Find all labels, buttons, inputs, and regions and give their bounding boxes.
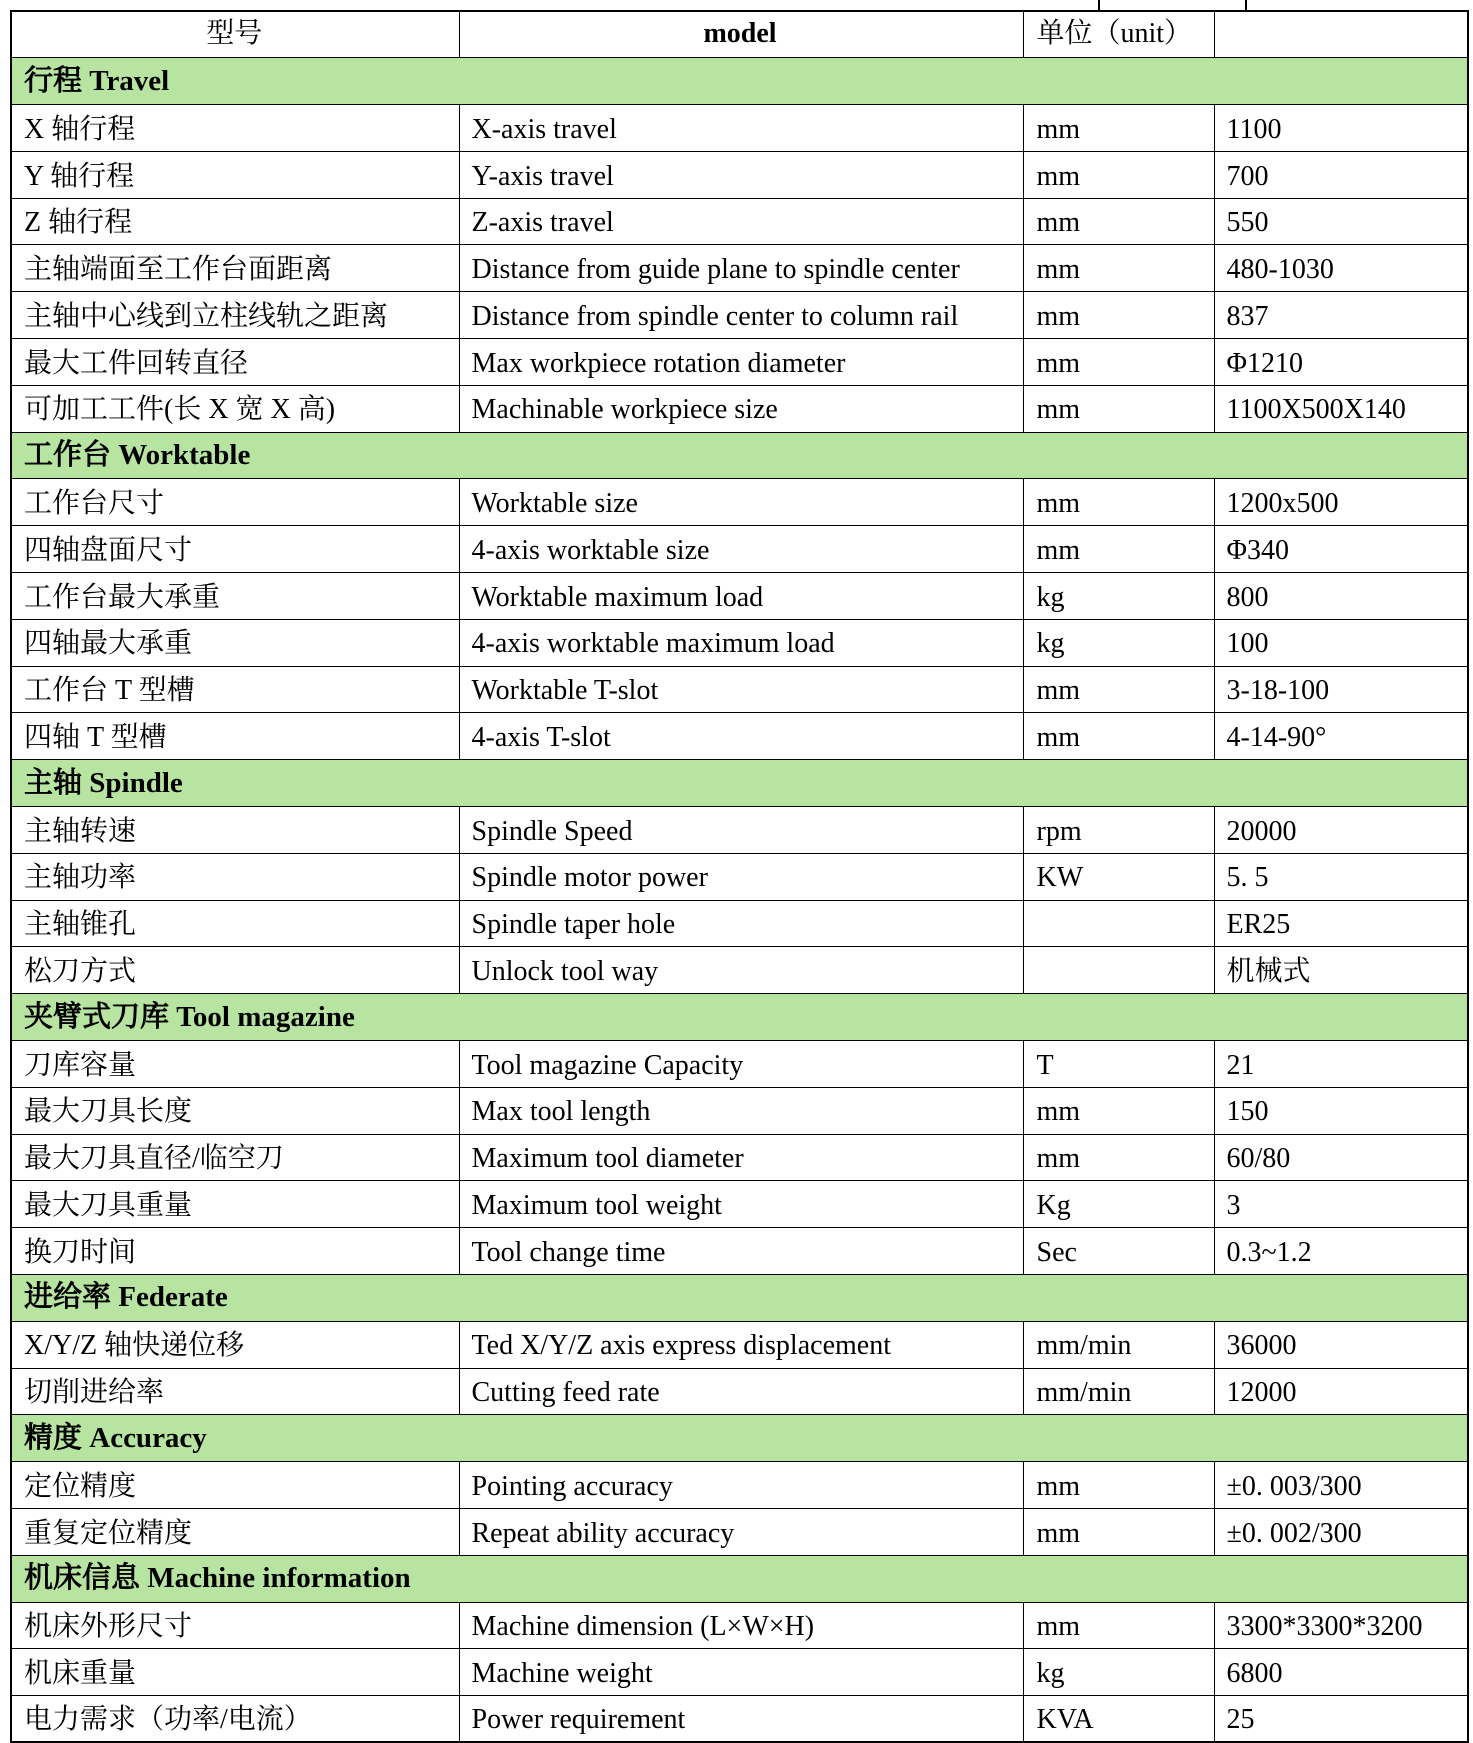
spec-unit-cell [1023, 947, 1214, 994]
spec-unit-cell: mm [1023, 526, 1214, 573]
spec-value-cell: 550 [1214, 198, 1468, 245]
spec-unit-cell: mm [1023, 666, 1214, 713]
spec-name-zh-cell: X 轴行程 [11, 105, 459, 152]
spec-row [11, 1602, 1468, 1649]
spec-unit-cell: kg [1023, 619, 1214, 666]
spec-row [11, 526, 1468, 573]
spec-row [11, 1228, 1468, 1275]
spec-row [11, 479, 1468, 526]
spec-value-cell: 0.3~1.2 [1214, 1228, 1468, 1275]
spec-value-cell: 20000 [1214, 807, 1468, 854]
spec-name-en-cell: Pointing accuracy [459, 1462, 1023, 1509]
spec-row [11, 339, 1468, 386]
section-title: 进给率 Federate [11, 1275, 1468, 1322]
spec-name-en-cell: 4-axis worktable maximum load [459, 619, 1023, 666]
spec-name-zh-cell: 最大刀具直径/临空刀 [11, 1134, 459, 1181]
spec-value-cell: 6800 [1214, 1649, 1468, 1696]
spec-name-en-cell: Unlock tool way [459, 947, 1023, 994]
spec-row [11, 807, 1468, 854]
spec-name-zh-cell: 四轴最大承重 [11, 619, 459, 666]
spec-table-wrapper [10, 10, 1467, 1743]
spec-row [11, 1368, 1468, 1415]
header-unit: 单位（unit） [1023, 11, 1214, 58]
spec-name-zh-cell: 工作台尺寸 [11, 479, 459, 526]
spec-name-en-cell: Distance from spindle center to column rail [459, 292, 1023, 339]
spec-name-en-cell: Power requirement [459, 1696, 1023, 1743]
header-model-zh: 型号 [11, 11, 459, 58]
spec-row [11, 619, 1468, 666]
spec-name-en-cell: Worktable maximum load [459, 573, 1023, 620]
cropped-row-line-stub [1098, 0, 1100, 10]
section-row [11, 1555, 1468, 1602]
spec-value-cell: Φ1210 [1214, 339, 1468, 386]
spec-name-zh-cell: 最大工件回转直径 [11, 339, 459, 386]
spec-name-en-cell: Max workpiece rotation diameter [459, 339, 1023, 386]
spec-value-cell: 480-1030 [1214, 245, 1468, 292]
spec-name-en-cell: Tool change time [459, 1228, 1023, 1275]
spec-unit-cell: mm [1023, 198, 1214, 245]
spec-unit-cell: Kg [1023, 1181, 1214, 1228]
spec-name-zh-cell: 主轴端面至工作台面距离 [11, 245, 459, 292]
spec-value-cell: ER25 [1214, 900, 1468, 947]
spec-value-cell: 3 [1214, 1181, 1468, 1228]
spec-row [11, 1509, 1468, 1556]
spec-name-zh-cell: 最大刀具重量 [11, 1181, 459, 1228]
header-value [1214, 11, 1468, 58]
spec-name-en-cell: 4-axis T-slot [459, 713, 1023, 760]
spec-unit-cell: kg [1023, 1649, 1214, 1696]
spec-value-cell: 100 [1214, 619, 1468, 666]
spec-name-zh-cell: 主轴转速 [11, 807, 459, 854]
spec-unit-cell: mm [1023, 1462, 1214, 1509]
spec-name-zh-cell: 电力需求（功率/电流） [11, 1696, 459, 1743]
spec-row [11, 1696, 1468, 1743]
spec-unit-cell: Sec [1023, 1228, 1214, 1275]
spec-name-en-cell: Z-axis travel [459, 198, 1023, 245]
spec-name-zh-cell: 切削进给率 [11, 1368, 459, 1415]
spec-name-zh-cell: 工作台 T 型槽 [11, 666, 459, 713]
section-row [11, 760, 1468, 807]
spec-value-cell: 3-18-100 [1214, 666, 1468, 713]
spec-value-cell: 150 [1214, 1087, 1468, 1134]
spec-name-zh-cell: 刀库容量 [11, 1041, 459, 1088]
spec-value-cell: 1100 [1214, 105, 1468, 152]
spec-unit-cell: mm [1023, 385, 1214, 432]
spec-name-en-cell: Maximum tool diameter [459, 1134, 1023, 1181]
spec-value-cell: Φ340 [1214, 526, 1468, 573]
spec-row [11, 947, 1468, 994]
spec-row [11, 292, 1468, 339]
spec-name-zh-cell: Z 轴行程 [11, 198, 459, 245]
spec-unit-cell: mm [1023, 1602, 1214, 1649]
spec-name-en-cell: Machine dimension (L×W×H) [459, 1602, 1023, 1649]
spec-row [11, 853, 1468, 900]
section-title: 精度 Accuracy [11, 1415, 1468, 1462]
section-title: 夹臂式刀库 Tool magazine [11, 994, 1468, 1041]
cropped-row-line-stub [1245, 0, 1247, 10]
spec-name-en-cell: Spindle taper hole [459, 900, 1023, 947]
spec-unit-cell: mm [1023, 1087, 1214, 1134]
spec-value-cell: 837 [1214, 292, 1468, 339]
spec-value-cell: 1100X500X140 [1214, 385, 1468, 432]
spec-unit-cell: mm [1023, 151, 1214, 198]
spec-row [11, 1462, 1468, 1509]
spec-name-en-cell: Worktable T-slot [459, 666, 1023, 713]
spec-value-cell: 700 [1214, 151, 1468, 198]
spec-value-cell: 21 [1214, 1041, 1468, 1088]
section-row [11, 1415, 1468, 1462]
spec-value-cell: 800 [1214, 573, 1468, 620]
spec-unit-cell: kg [1023, 573, 1214, 620]
spec-value-cell: 4-14-90° [1214, 713, 1468, 760]
spec-row [11, 198, 1468, 245]
section-row [11, 994, 1468, 1041]
spec-name-en-cell: Y-axis travel [459, 151, 1023, 198]
spec-row [11, 900, 1468, 947]
spec-unit-cell: mm [1023, 245, 1214, 292]
section-row [11, 432, 1468, 479]
spec-name-zh-cell: 主轴锥孔 [11, 900, 459, 947]
spec-row [11, 1181, 1468, 1228]
spec-row [11, 385, 1468, 432]
spec-unit-cell: mm [1023, 339, 1214, 386]
spec-value-cell: 12000 [1214, 1368, 1468, 1415]
spec-name-en-cell: Machine weight [459, 1649, 1023, 1696]
spec-unit-cell [1023, 900, 1214, 947]
spec-name-en-cell: Cutting feed rate [459, 1368, 1023, 1415]
spec-unit-cell: KW [1023, 853, 1214, 900]
spec-name-en-cell: Max tool length [459, 1087, 1023, 1134]
spec-name-zh-cell: 最大刀具长度 [11, 1087, 459, 1134]
spec-name-en-cell: Ted X/Y/Z axis express displacement [459, 1321, 1023, 1368]
spec-name-zh-cell: 可加工工件(长 X 宽 X 高) [11, 385, 459, 432]
spec-name-zh-cell: 工作台最大承重 [11, 573, 459, 620]
spec-unit-cell: mm [1023, 292, 1214, 339]
spec-unit-cell: mm/min [1023, 1368, 1214, 1415]
spec-name-en-cell: Machinable workpiece size [459, 385, 1023, 432]
header-model-en: model [459, 11, 1023, 58]
spec-name-en-cell: Tool magazine Capacity [459, 1041, 1023, 1088]
spec-name-zh-cell: Y 轴行程 [11, 151, 459, 198]
spec-name-en-cell: Worktable size [459, 479, 1023, 526]
spec-value-cell: 3300*3300*3200 [1214, 1602, 1468, 1649]
spec-value-cell: 60/80 [1214, 1134, 1468, 1181]
spec-name-en-cell: 4-axis worktable size [459, 526, 1023, 573]
spec-name-en-cell: Distance from guide plane to spindle center [459, 245, 1023, 292]
spec-name-zh-cell: 换刀时间 [11, 1228, 459, 1275]
spec-value-cell: 36000 [1214, 1321, 1468, 1368]
spec-row [11, 713, 1468, 760]
section-row [11, 58, 1468, 105]
spec-unit-cell: T [1023, 1041, 1214, 1088]
spec-unit-cell: mm [1023, 105, 1214, 152]
table-header-row [11, 11, 1468, 58]
spec-value-cell: 25 [1214, 1696, 1468, 1743]
spec-row [11, 1041, 1468, 1088]
spec-row [11, 1321, 1468, 1368]
spec-name-en-cell: Maximum tool weight [459, 1181, 1023, 1228]
spec-name-en-cell: Spindle motor power [459, 853, 1023, 900]
spec-row [11, 245, 1468, 292]
spec-value-cell: 机械式 [1214, 947, 1468, 994]
spec-row [11, 151, 1468, 198]
section-title: 主轴 Spindle [11, 760, 1468, 807]
spec-name-zh-cell: 重复定位精度 [11, 1509, 459, 1556]
spec-value-cell: ±0. 003/300 [1214, 1462, 1468, 1509]
spec-name-en-cell: Spindle Speed [459, 807, 1023, 854]
spec-row [11, 573, 1468, 620]
spec-value-cell: 1200x500 [1214, 479, 1468, 526]
section-row [11, 1275, 1468, 1322]
spec-name-zh-cell: 机床重量 [11, 1649, 459, 1696]
section-title: 行程 Travel [11, 58, 1468, 105]
spec-unit-cell: mm [1023, 713, 1214, 760]
section-title: 机床信息 Machine information [11, 1555, 1468, 1602]
spec-row [11, 1649, 1468, 1696]
spec-row [11, 105, 1468, 152]
spec-value-cell: 5. 5 [1214, 853, 1468, 900]
spec-name-zh-cell: X/Y/Z 轴快递位移 [11, 1321, 459, 1368]
section-title: 工作台 Worktable [11, 432, 1468, 479]
spec-unit-cell: mm/min [1023, 1321, 1214, 1368]
spec-value-cell: ±0. 002/300 [1214, 1509, 1468, 1556]
spec-row [11, 666, 1468, 713]
spec-name-zh-cell: 主轴功率 [11, 853, 459, 900]
spec-row [11, 1134, 1468, 1181]
spec-unit-cell: rpm [1023, 807, 1214, 854]
spec-unit-cell: KVA [1023, 1696, 1214, 1743]
spec-name-zh-cell: 松刀方式 [11, 947, 459, 994]
spec-row [11, 1087, 1468, 1134]
spec-name-zh-cell: 四轴盘面尺寸 [11, 526, 459, 573]
spec-unit-cell: mm [1023, 1134, 1214, 1181]
spec-unit-cell: mm [1023, 1509, 1214, 1556]
spec-name-zh-cell: 四轴 T 型槽 [11, 713, 459, 760]
spec-name-zh-cell: 主轴中心线到立柱线轨之距离 [11, 292, 459, 339]
machine-spec-table [10, 10, 1469, 1743]
spec-name-zh-cell: 机床外形尺寸 [11, 1602, 459, 1649]
spec-name-zh-cell: 定位精度 [11, 1462, 459, 1509]
spec-name-en-cell: X-axis travel [459, 105, 1023, 152]
spec-name-en-cell: Repeat ability accuracy [459, 1509, 1023, 1556]
spec-unit-cell: mm [1023, 479, 1214, 526]
